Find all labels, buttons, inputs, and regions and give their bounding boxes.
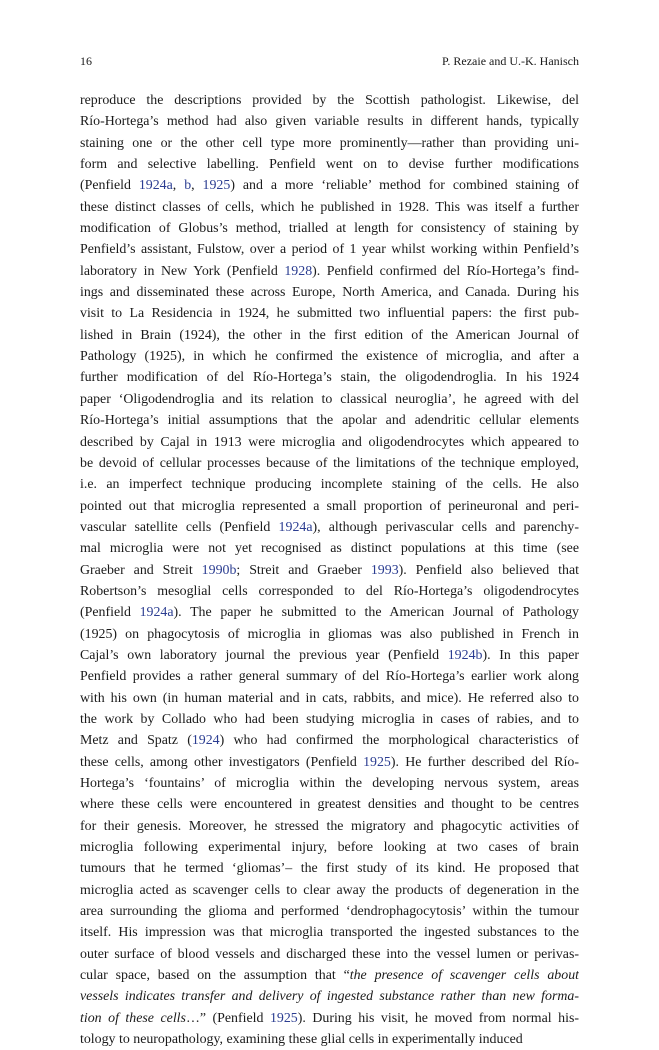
text-line [80, 389, 579, 410]
text-line [80, 666, 579, 687]
text-line [80, 90, 579, 111]
italic-quote: vessels indicates transfer and delivery of ingested substance rather than new forma [80, 989, 575, 1005]
text-run: , [191, 178, 203, 194]
text-run: outer surface of blood vessels and discharged these into the vessel lumen or perivas [80, 946, 575, 962]
citation-link[interactable]: 1925 [363, 754, 391, 770]
text-run: pointed out that microglia represented a small proportion of perineuronal and peri [80, 498, 575, 514]
text-line [80, 239, 579, 260]
text-line [80, 218, 579, 239]
text-run: Penfield provides a rather general summary of del Río-Hortega’s earlier work along [80, 669, 579, 685]
text-line [80, 624, 579, 645]
text-line [80, 944, 579, 965]
citation-link[interactable]: 1924a [139, 605, 174, 621]
text-run: paper ‘Oligodendroglia and its relation to classical neuroglia’, he agreed with del [80, 391, 579, 407]
text-run: described by Cajal in 1913 were microglia and oligodendrocytes which appeared to [80, 434, 579, 450]
text-line [80, 581, 579, 602]
text-run: these distinct classes of cells, which he published in 1928. This was itself a further [80, 199, 579, 215]
text-line [80, 453, 579, 474]
citation-link[interactable]: 1993 [370, 562, 399, 578]
text-run: microglia acted as scavenger cells to clear away the products of degeneration in the [80, 882, 579, 898]
text-line [80, 325, 579, 346]
text-line [80, 282, 579, 303]
text-run: staining one or the other cell type more prominently—rather than providing uni [80, 135, 575, 151]
text-run: the work by Collado who had been studying microglia in cases of rabies, and to [80, 711, 579, 727]
text-line [80, 197, 579, 218]
text-run: laboratory in New York (Penfield [80, 263, 285, 279]
text-run: be devoid of cellular processes because of the limitations of the technique employed, [80, 455, 579, 471]
text-line [80, 730, 579, 751]
text-run: Graeber and Streit [80, 562, 202, 578]
text-run: lished in Brain (1924), the other in the first edition of the American Journal of [80, 327, 579, 343]
text-run: Robertson’s mesoglial cells corresponded to del Río-Hortega’s oligodendrocytes [80, 583, 579, 599]
text-line [80, 709, 579, 730]
citation-link[interactable]: 1925 [202, 178, 231, 194]
text-line [80, 837, 579, 858]
text-line [80, 858, 579, 879]
text-line [80, 367, 579, 388]
text-run: (1925) on phagocytosis of microglia in gliomas was also published in French in [80, 626, 579, 642]
text-run: ) and a more ‘reliable’ method for combined staining of [230, 178, 579, 194]
text-run: (Penfield [80, 178, 139, 194]
text-line [80, 517, 579, 538]
text-run: ). Penfield also believed that [398, 562, 579, 578]
citation-link[interactable]: 1928 [284, 263, 313, 279]
text-line [80, 154, 579, 175]
text-line [80, 794, 579, 815]
text-run: where these cells were encountered in greatest densities and thought to be centres [80, 797, 579, 813]
text-line [80, 880, 579, 901]
text-run: tumours that he termed ‘gliomas’– the first study of its kind. He proposed that [80, 861, 579, 877]
text-run: , [172, 178, 185, 194]
body-text [80, 90, 579, 1050]
text-line [80, 773, 579, 794]
text-run: for their genesis. Moreover, he stressed the migratory and phagocytic activities of [80, 818, 579, 834]
text-run: modification of Globus’s method, trialled at length for consistency of staining by [80, 221, 579, 237]
text-line [80, 1008, 579, 1029]
text-run: these cells, among other investigators (Penfield [80, 754, 364, 770]
text-line [80, 346, 579, 367]
citation-link[interactable]: 1925 [269, 1010, 298, 1026]
text-run: reproduce the descriptions provided by the Scottish pathologist. Likewise, del [80, 93, 579, 108]
text-run: ). Penfield confirmed del Río-Hortega’s find [312, 263, 575, 279]
text-line [80, 111, 579, 132]
text-run: visit to La Residencia in 1924, he submitted two influential papers: the first pub [80, 306, 575, 322]
text-line [80, 133, 579, 154]
text-run: with his own (in human material and in cats, rabbits, and mice). He referred also to [80, 690, 579, 706]
text-line [80, 901, 579, 922]
citation-link[interactable]: 1924b [447, 647, 483, 663]
text-run: tology to neuropathology, examining these glial cells in experimentally induced [80, 1032, 523, 1048]
text-run: Cajal’s own laboratory journal the previous year (Penfield [80, 647, 448, 663]
running-header [80, 52, 579, 70]
citation-link[interactable]: 1924a [138, 178, 173, 194]
text-run: mal microglia were not yet recognised as distinct populations at this time (see [80, 541, 579, 557]
text-line [80, 261, 579, 282]
text-run: ) who had confirmed the morphological characteristics of [219, 733, 579, 749]
text-line [80, 474, 579, 495]
text-line [80, 560, 579, 581]
text-run: microglia following experimental injury, before looking at two cases of brain [80, 840, 579, 856]
italic-quote: tion of these cells [80, 1010, 186, 1026]
text-run: further modification of del Río-Hortega’s stain, the oligodendroglia. In his 1924 [80, 370, 579, 386]
text-run: ). The paper he submitted to the American Journal of Pathology [173, 605, 579, 621]
text-line [80, 432, 579, 453]
text-run: Metz and Spatz ( [80, 733, 192, 749]
text-line [80, 922, 579, 943]
text-run: ), although perivascular cells and parenchy [312, 519, 575, 535]
text-line [80, 410, 579, 431]
text-run: ; Streit and Graeber [236, 562, 371, 578]
text-run: ). In this paper [482, 647, 579, 663]
text-run: itself. His impression was that microglia transported the ingested substances to the [80, 925, 579, 941]
text-run: Penfield’s assistant, Fulstow, over a period of 1 year whilst working within Penfield’s [80, 242, 579, 258]
running-head-authors: P. Rezaie and U.-K. Hanisch [442, 54, 579, 68]
text-run: ). He further described del Río [390, 754, 575, 770]
text-line [80, 816, 579, 837]
text-line [80, 645, 579, 666]
italic-quote: the presence of scavenger cells about [349, 968, 579, 984]
text-run: Hortega’s ‘fountains’ of microglia within the developing nervous system, areas [80, 776, 579, 791]
text-run: cular space, based on the assumption that “ [80, 968, 350, 984]
page-number: 16 [80, 54, 92, 68]
text-run: Río-Hortega’s method had also given variable results in different hands, typically [80, 114, 579, 130]
text-run: ). During his visit, he moved from normal his [297, 1010, 575, 1026]
text-run: vascular satellite cells (Penfield [80, 519, 279, 535]
citation-link[interactable]: b [184, 178, 192, 194]
text-line [80, 986, 579, 1007]
text-run: Pathology (1925), in which he confirmed the existence of microglia, and after a [80, 349, 579, 365]
text-line [80, 303, 579, 324]
citation-link[interactable]: 1924 [191, 733, 220, 749]
text-line [80, 496, 579, 517]
citation-link[interactable]: 1990b [201, 562, 237, 578]
text-run: area surrounding the glioma and performed ‘dendrophagocytosis’ within the tumour [80, 904, 579, 920]
text-run: ings and disseminated these across Europe, North America, and Canada. During his [80, 285, 579, 301]
text-run: …” (Penfield [185, 1010, 270, 1026]
text-run: (Penfield [80, 605, 140, 621]
text-line [80, 175, 579, 196]
text-line [80, 1029, 579, 1050]
citation-link[interactable]: 1924a [278, 519, 313, 535]
text-run: i.e. an imperfect technique producing incomplete staining of the cells. He also [80, 477, 579, 493]
text-line [80, 538, 579, 559]
text-line [80, 965, 579, 986]
text-line [80, 602, 579, 623]
text-run: form and selective labelling. Penfield went on to devise further modifications [80, 157, 579, 173]
text-run: Río-Hortega’s initial assumptions that the apolar and adendritic cellular elements [80, 413, 579, 429]
text-line [80, 688, 579, 709]
text-line [80, 752, 579, 773]
